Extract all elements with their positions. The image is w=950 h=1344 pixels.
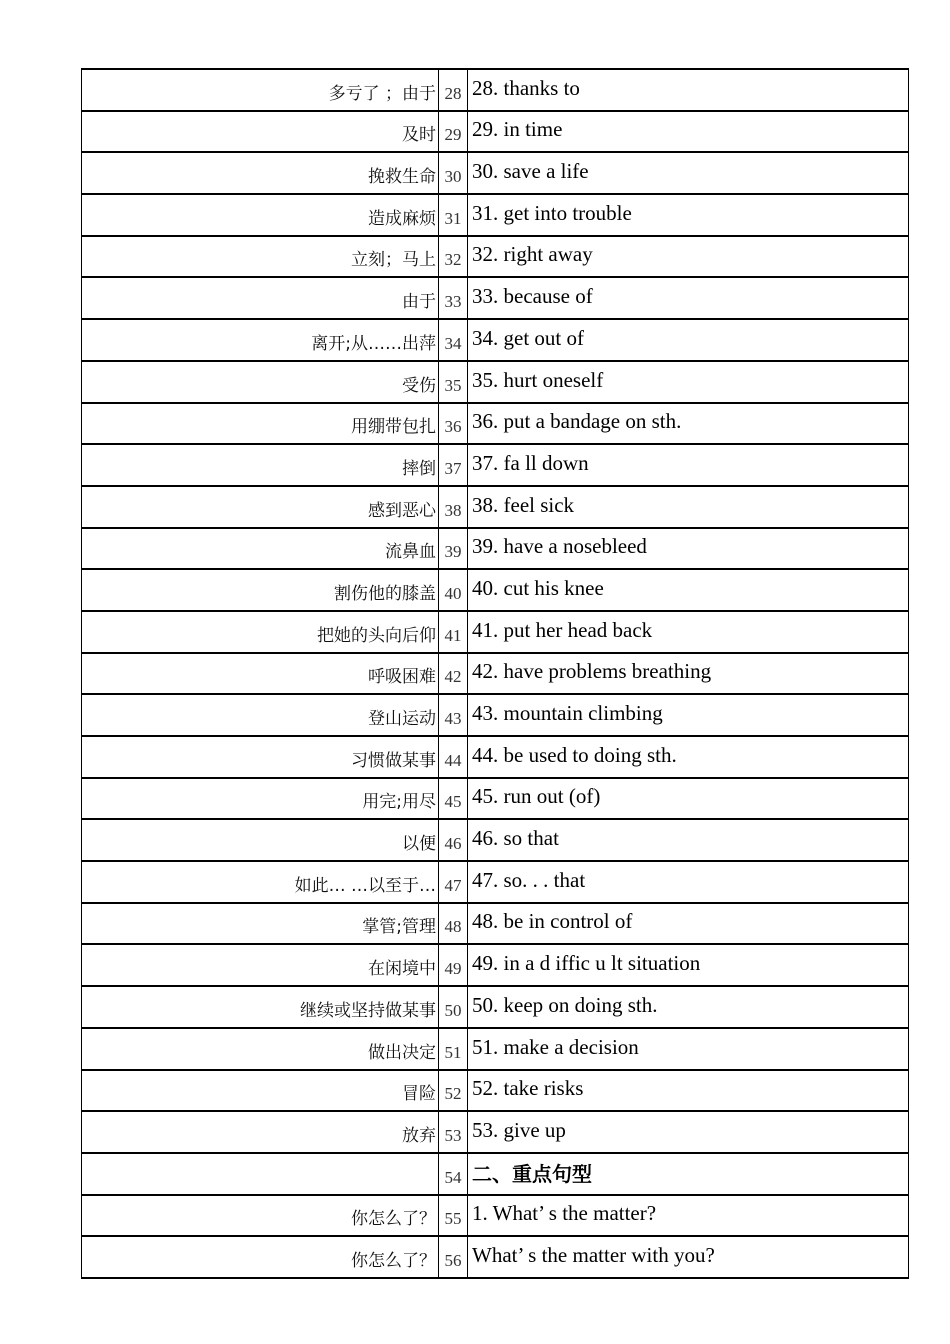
table-row [82,737,908,779]
table-row [82,1237,908,1279]
chinese-meaning-cell: 习惯做某事 [82,737,439,777]
chinese-meaning-cell: 摔倒 [82,445,439,485]
row-number-cell: 43 [439,695,468,735]
row-number-cell: 54 [439,1154,468,1194]
row-number-cell: 45 [439,779,468,819]
row-number-cell: 32 [439,237,468,277]
english-phrase-cell: 39. have a nosebleed [472,534,647,559]
english-phrase-cell: 36. put a bandage on sth. [472,409,682,434]
row-number-cell: 31 [439,195,468,235]
table-row [82,1196,908,1238]
english-phrase-cell: 32. right away [472,242,593,267]
table-row [82,1071,908,1113]
row-number-cell: 42 [439,654,468,694]
chinese-meaning-cell: 把她的头向后仰 [82,612,439,652]
table-row [82,695,908,737]
table-row [82,612,908,654]
english-phrase-cell: 28. thanks to [472,75,580,100]
row-number-cell: 46 [439,820,468,860]
table-row [82,779,908,821]
row-number-cell: 48 [439,904,468,944]
row-number-cell: 55 [439,1196,468,1236]
table-row [82,237,908,279]
row-number-cell: 50 [439,987,468,1027]
row-number-cell: 41 [439,612,468,652]
chinese-meaning-cell: 感到恶心 [82,487,439,527]
row-number-cell: 51 [439,1029,468,1069]
english-phrase-cell: 1. What’ s the matter? [472,1201,657,1226]
row-number-cell: 56 [439,1237,468,1277]
chinese-meaning-cell: 受伤 [82,362,439,402]
english-phrase-cell: 30. save a life [472,159,589,184]
english-phrase-cell: 46. so that [472,826,559,851]
chinese-meaning-cell: 做出决定 [82,1029,439,1069]
row-number-cell: 37 [439,445,468,485]
row-number-cell: 53 [439,1112,468,1152]
english-phrase-cell: 35. hurt oneself [472,367,604,392]
chinese-meaning-cell: 掌管;管理 [82,904,439,944]
chinese-meaning-cell: 割伤他的膝盖 [82,570,439,610]
table-row [82,153,908,195]
english-phrase-cell: 33. because of [472,284,593,309]
chinese-meaning-cell: 冒险 [82,1071,439,1111]
row-number-cell: 28 [439,70,468,110]
table-row [82,195,908,237]
table-row [82,70,908,112]
row-number-cell: 34 [439,320,468,360]
row-number-cell: 30 [439,153,468,193]
table-row [82,362,908,404]
row-number-cell: 47 [439,862,468,902]
english-phrase-cell: 53. give up [472,1117,566,1142]
table-row [82,654,908,696]
chinese-meaning-cell: 用绷带包扎 [82,404,439,444]
english-phrase-cell: 48. be in control of [472,909,633,934]
english-phrase-cell: 44. be used to doing sth. [472,742,677,767]
chinese-meaning-cell: 你怎么了？ [82,1237,439,1277]
chinese-meaning-cell: 挽救生命 [82,153,439,193]
row-number-cell: 36 [439,404,468,444]
table-row [82,1112,908,1154]
chinese-meaning-cell: 你怎么了？ [82,1196,439,1236]
table-row [82,904,908,946]
table-row [82,112,908,154]
chinese-meaning-cell: 继续或坚持做某事 [82,987,439,1027]
chinese-meaning-cell: 在闲境中 [82,945,439,985]
table-row [82,987,908,1029]
row-number-cell: 29 [439,112,468,152]
section-heading-cell: 二、重点句型 [472,1161,592,1186]
english-phrase-cell: 29. in time [472,117,563,142]
row-number-cell: 39 [439,529,468,569]
english-phrase-cell: 43. mountain climbing [472,701,663,725]
row-number-cell: 38 [439,487,468,527]
chinese-meaning-cell: 立刻；马上 [82,237,439,277]
table-row [82,487,908,529]
english-phrase-cell: 45. run out (of) [472,784,601,809]
chinese-meaning-cell: 造成麻烦 [82,195,439,235]
english-phrase-cell: 51. make a decision [472,1034,639,1059]
chinese-meaning-cell: 及时 [82,112,439,152]
row-number-cell: 35 [439,362,468,402]
chinese-meaning-cell: 以便 [82,820,439,860]
chinese-meaning-cell: 如此… …以至于… [82,862,439,902]
english-phrase-cell: 38. feel sick [472,492,575,517]
english-phrase-cell: 50. keep on doing sth. [472,992,658,1017]
english-phrase-cell: 49. in a d iffic u lt situation [472,951,701,976]
chinese-meaning-cell: 离开;从……出萍 [82,320,439,360]
row-number-cell: 49 [439,945,468,985]
chinese-meaning-cell [82,1154,439,1194]
table-row [82,570,908,612]
english-phrase-cell: 47. so. . . that [472,867,586,892]
table-row [82,445,908,487]
chinese-meaning-cell: 呼吸困难 [82,654,439,694]
english-phrase-cell: 37. fa ll down [472,450,589,475]
english-phrase-cell: What’ s the matter with you? [472,1242,715,1267]
table-row [82,945,908,987]
chinese-meaning-cell: 多亏了 ；由于 [82,70,439,110]
vocabulary-table [81,68,909,1279]
chinese-meaning-cell: 用完;用尽 [82,779,439,819]
table-row [82,320,908,362]
chinese-meaning-cell: 流鼻血 [82,529,439,569]
row-number-cell: 52 [439,1071,468,1111]
table-row [82,278,908,320]
english-phrase-cell: 31. get into trouble [472,200,632,225]
english-phrase-cell: 40. cut his knee [472,575,604,600]
row-number-cell: 33 [439,278,468,318]
english-phrase-cell: 52. take risks [472,1076,584,1101]
table-row [82,820,908,862]
table-row [82,1154,908,1196]
row-number-cell: 40 [439,570,468,610]
chinese-meaning-cell: 由于 [82,278,439,318]
english-phrase-cell: 41. put her head back [472,617,653,642]
chinese-meaning-cell: 登山运动 [82,695,439,735]
row-number-cell: 44 [439,737,468,777]
table-row [82,1029,908,1071]
english-phrase-cell: 34. get out of [472,325,584,350]
chinese-meaning-cell: 放弃 [82,1112,439,1152]
english-phrase-cell: 42. have problems breathing [472,659,712,684]
table-row [82,404,908,446]
table-row [82,529,908,571]
table-row [82,862,908,904]
